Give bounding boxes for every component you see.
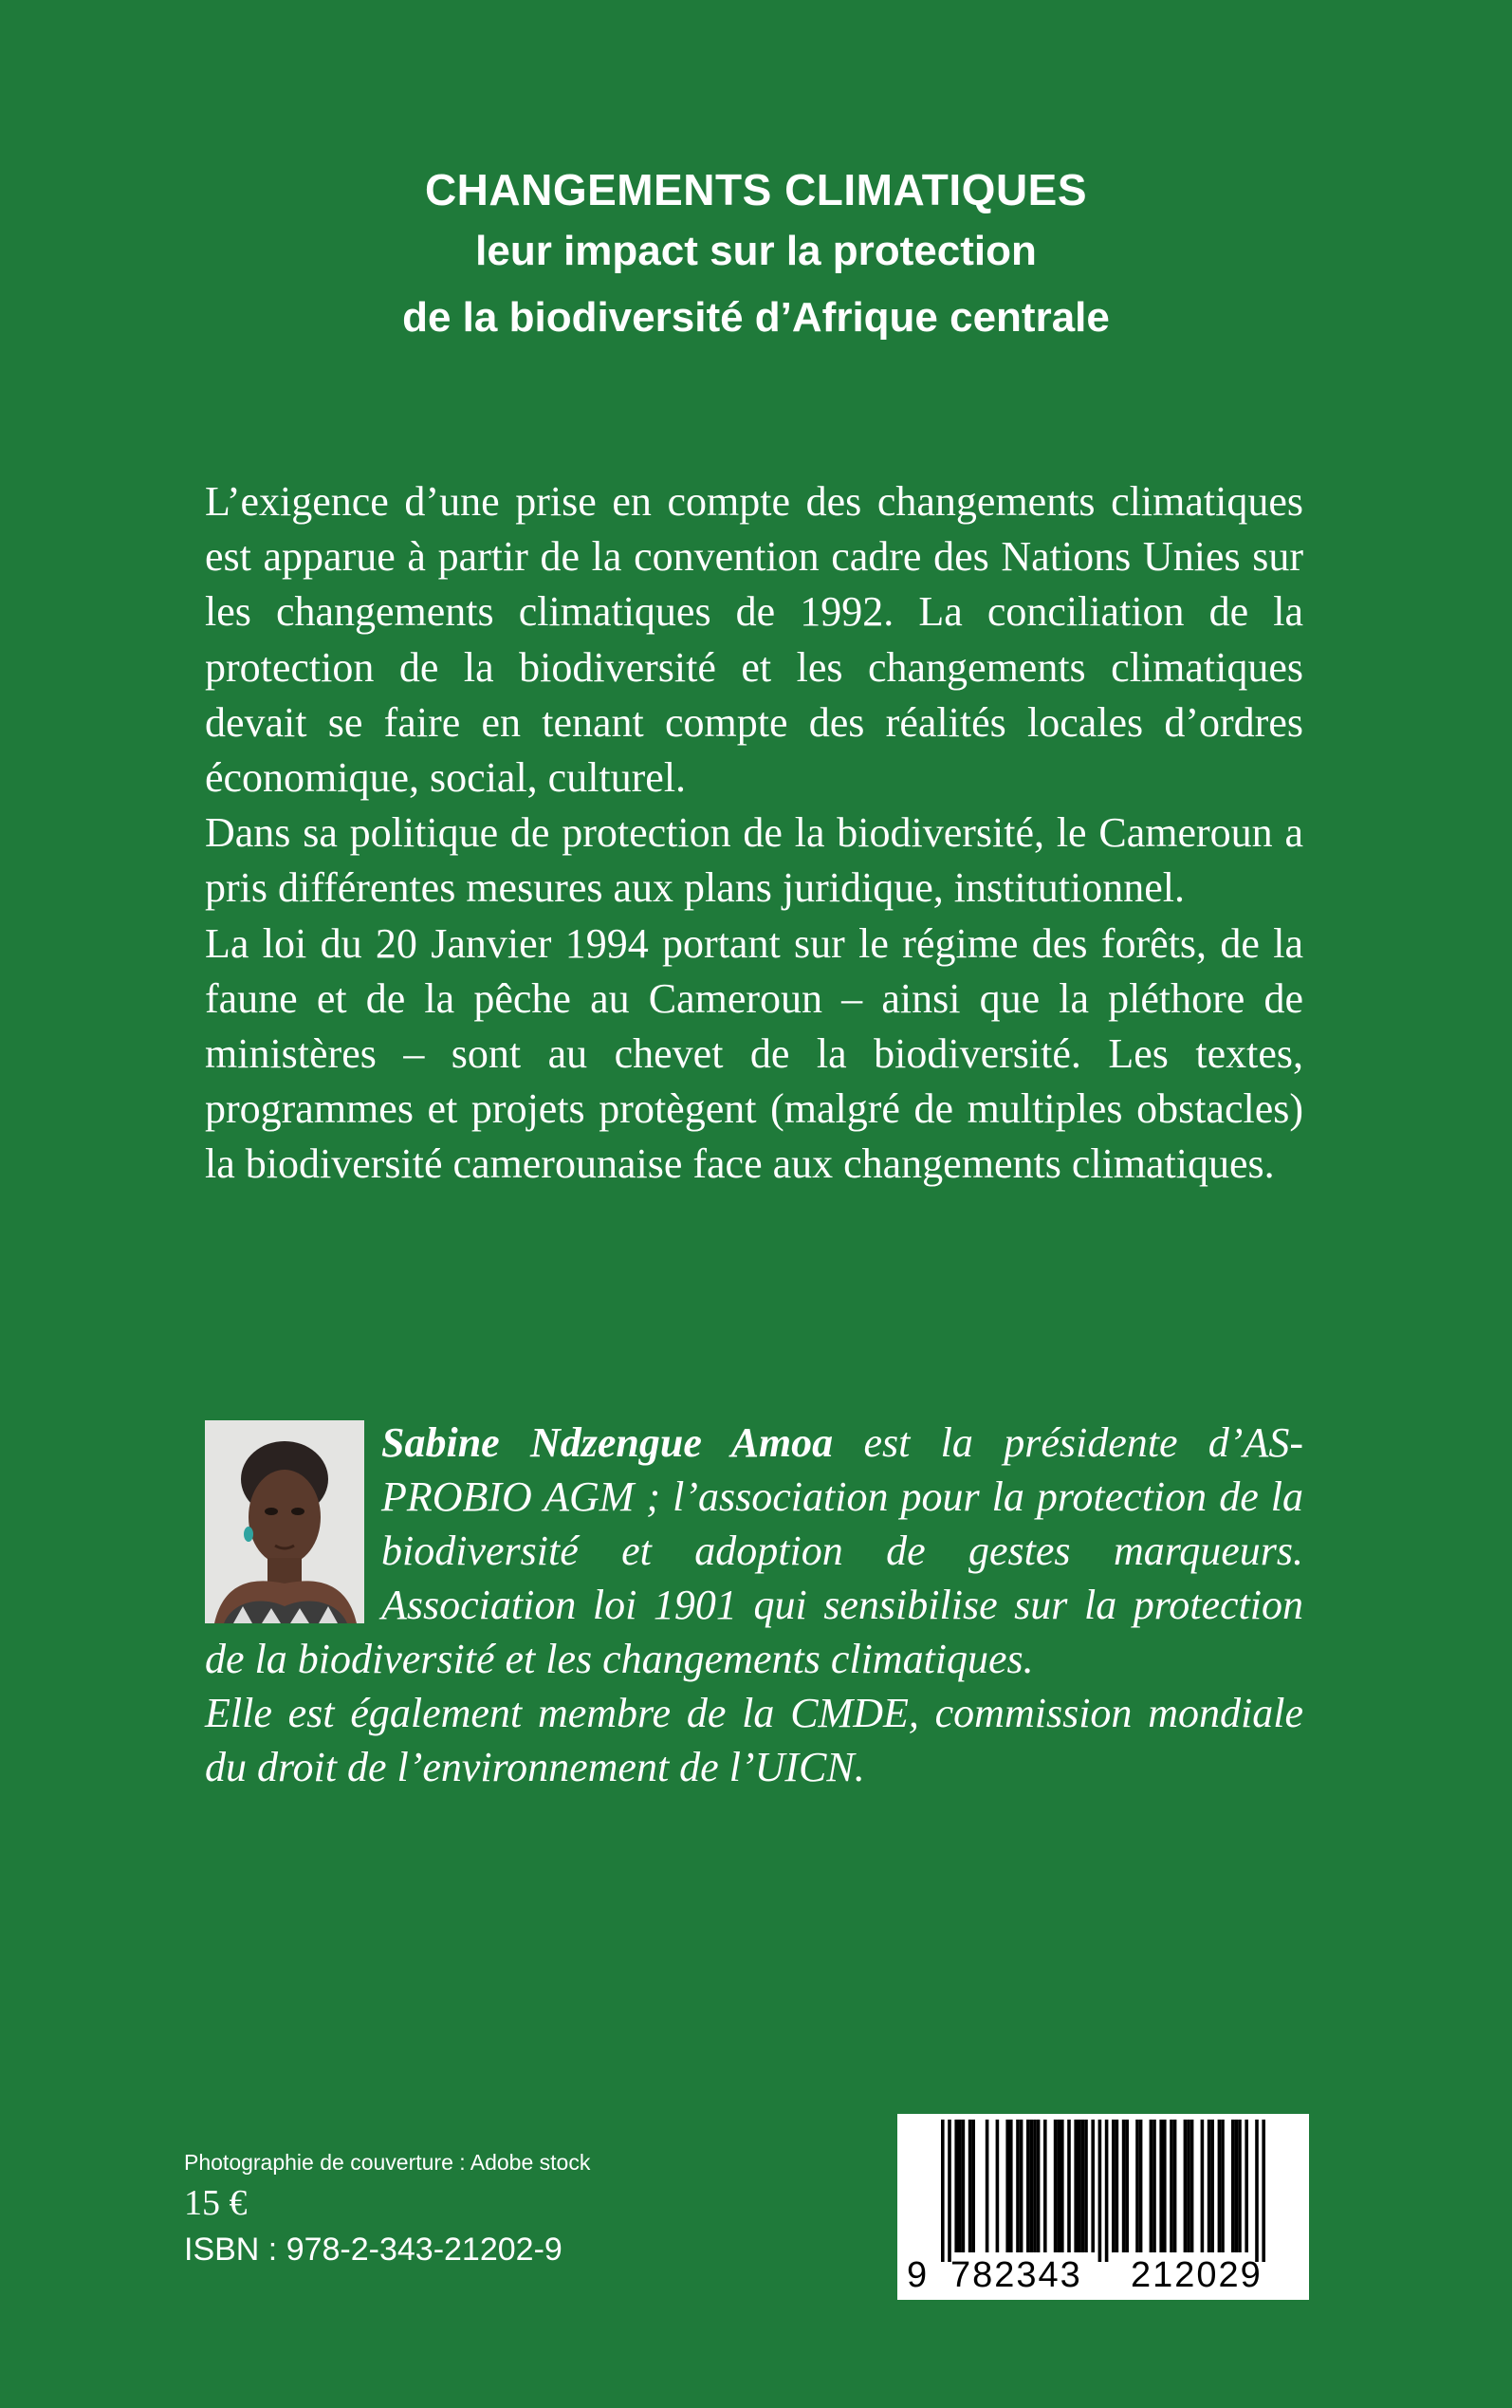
book-subtitle-line-2: de la biodiversité d’Afrique centrale: [402, 294, 1110, 341]
barcode-bar: [958, 2120, 962, 2252]
barcode-bar: [1033, 2120, 1037, 2252]
barcode-bar: [1067, 2120, 1071, 2252]
barcode-bar: [1016, 2120, 1020, 2252]
title-block: [0, 161, 1512, 351]
barcode-bar: [1152, 2120, 1156, 2252]
barcode-bar: [1210, 2120, 1214, 2252]
barcode-bar: [1091, 2120, 1095, 2252]
barcode-bar: [1190, 2120, 1194, 2252]
barcode-bar: [1208, 2120, 1211, 2252]
barcode-bar: [1043, 2120, 1047, 2252]
barcode-bar: [962, 2120, 966, 2252]
barcode-bar: [1112, 2120, 1116, 2252]
barcode-bar: [1150, 2120, 1153, 2252]
barcode-bar: [1163, 2120, 1167, 2252]
photo-credit: Photographie de couverture : Adobe stock: [184, 2150, 591, 2175]
barcode-bar: [971, 2120, 975, 2252]
book-subtitle-line-1: leur impact sur la protection: [475, 228, 1037, 274]
isbn: ISBN : 978-2-343-21202-9: [184, 2232, 562, 2268]
barcode-bar: [1078, 2120, 1081, 2252]
barcode-bar: [1060, 2120, 1064, 2252]
barcode-bar: [1135, 2120, 1139, 2252]
barcode-bar: [1245, 2120, 1248, 2252]
barcode-bar: [1081, 2120, 1085, 2252]
barcode-bar: [1125, 2120, 1129, 2252]
summary-paragraph-2: Dans sa politique de protection de la biodiversité, le Cameroun a pris différentes mesures aux plans juridique, institutionnel.: [205, 809, 1303, 912]
barcode-bar: [1020, 2120, 1023, 2252]
barcode-right-group: 212029: [1131, 2255, 1263, 2295]
barcode-bar: [1037, 2120, 1041, 2252]
barcode-bar: [1262, 2120, 1265, 2262]
author-bio: [205, 1416, 1303, 1794]
barcode-bar: [968, 2120, 972, 2252]
barcode-bar: [1184, 2120, 1188, 2252]
barcode-left-group: 782343: [950, 2255, 1082, 2295]
barcode-bar: [948, 2120, 951, 2262]
barcode-bar: [1221, 2120, 1225, 2252]
barcode-bar: [1054, 2120, 1058, 2252]
credits-block: [184, 2146, 753, 2271]
barcode-bar: [941, 2120, 945, 2262]
summary-paragraph-1: L’exigence d’une prise en compte des changements climatiques est apparue à partir de la convention cadre des Nations Unies sur les changements climatiques de 1992. La conciliation de la protection de la biodiversité et les changements climatiques devait se faire en tenant compte des réalités locales d’ordres économique, social, culturel.: [205, 478, 1303, 802]
barcode-bar: [1255, 2120, 1259, 2262]
barcode-bar: [1074, 2120, 1078, 2252]
barcode-bar: [1231, 2120, 1235, 2252]
author-photo: [205, 1420, 364, 1623]
barcode-bar: [1105, 2120, 1109, 2262]
barcode-bar: [986, 2120, 989, 2252]
barcode-bar: [1201, 2120, 1205, 2252]
barcode-digits: [897, 2254, 1309, 2296]
barcode-lead-digit: 9: [907, 2255, 928, 2295]
book-title: CHANGEMENTS CLIMATIQUES: [424, 165, 1088, 214]
book-summary: [205, 474, 1303, 1193]
barcode-bar: [996, 2120, 1000, 2252]
author-bio-paragraph-2: Elle est également membre de la CMDE, commission mondiale du droit de l’environnement de l’UICN.: [205, 1690, 1303, 1790]
price: 15 €: [184, 2183, 248, 2223]
barcode-bar: [1187, 2120, 1190, 2252]
barcode-bar: [1238, 2120, 1242, 2252]
barcode-bar: [1098, 2120, 1102, 2262]
barcode-bar: [1084, 2120, 1088, 2252]
author-bio-paragraph-1: [205, 1416, 1303, 1686]
isbn-barcode: [897, 2114, 1309, 2300]
barcode-bar: [1235, 2120, 1239, 2252]
barcode-bar: [1030, 2120, 1034, 2252]
author-name: Sabine Ndzengue Amoa: [381, 1419, 834, 1466]
barcode-bar: [1116, 2120, 1119, 2252]
barcode-bar: [1173, 2120, 1177, 2252]
barcode-bar: [1005, 2120, 1009, 2252]
author-portrait-image: [205, 1420, 364, 1623]
barcode-bar: [1026, 2120, 1030, 2252]
barcode-bar: [1159, 2120, 1163, 2252]
author-bio-text: est la présidente d’ASPROBIO AGM ; l’association pour la protection de la biodiversité et adoption de gestes marqueurs. Association loi 1901 qui sensibilise sur la protection de la biodiversité et les changements climatiques.: [205, 1419, 1303, 1682]
barcode-bar: [1122, 2120, 1126, 2252]
barcode-bar: [1009, 2120, 1013, 2252]
barcode-bar: [954, 2120, 958, 2252]
summary-paragraph-3: La loi du 20 Janvier 1994 portant sur le régime des forêts, de la faune et de la pêche au Cameroun – ainsi que la pléthore de ministères – sont au chevet de la biodiversité. Les textes, programmes et projets protègent (malgré de multiples obstacles) la biodiversité camerounaise face aux changements climatiques.: [205, 919, 1303, 1188]
barcode-bar: [1218, 2120, 1222, 2252]
barcode-bar: [1057, 2120, 1060, 2252]
barcode-bar: [1139, 2120, 1143, 2252]
barcode-bar: [1170, 2120, 1173, 2252]
